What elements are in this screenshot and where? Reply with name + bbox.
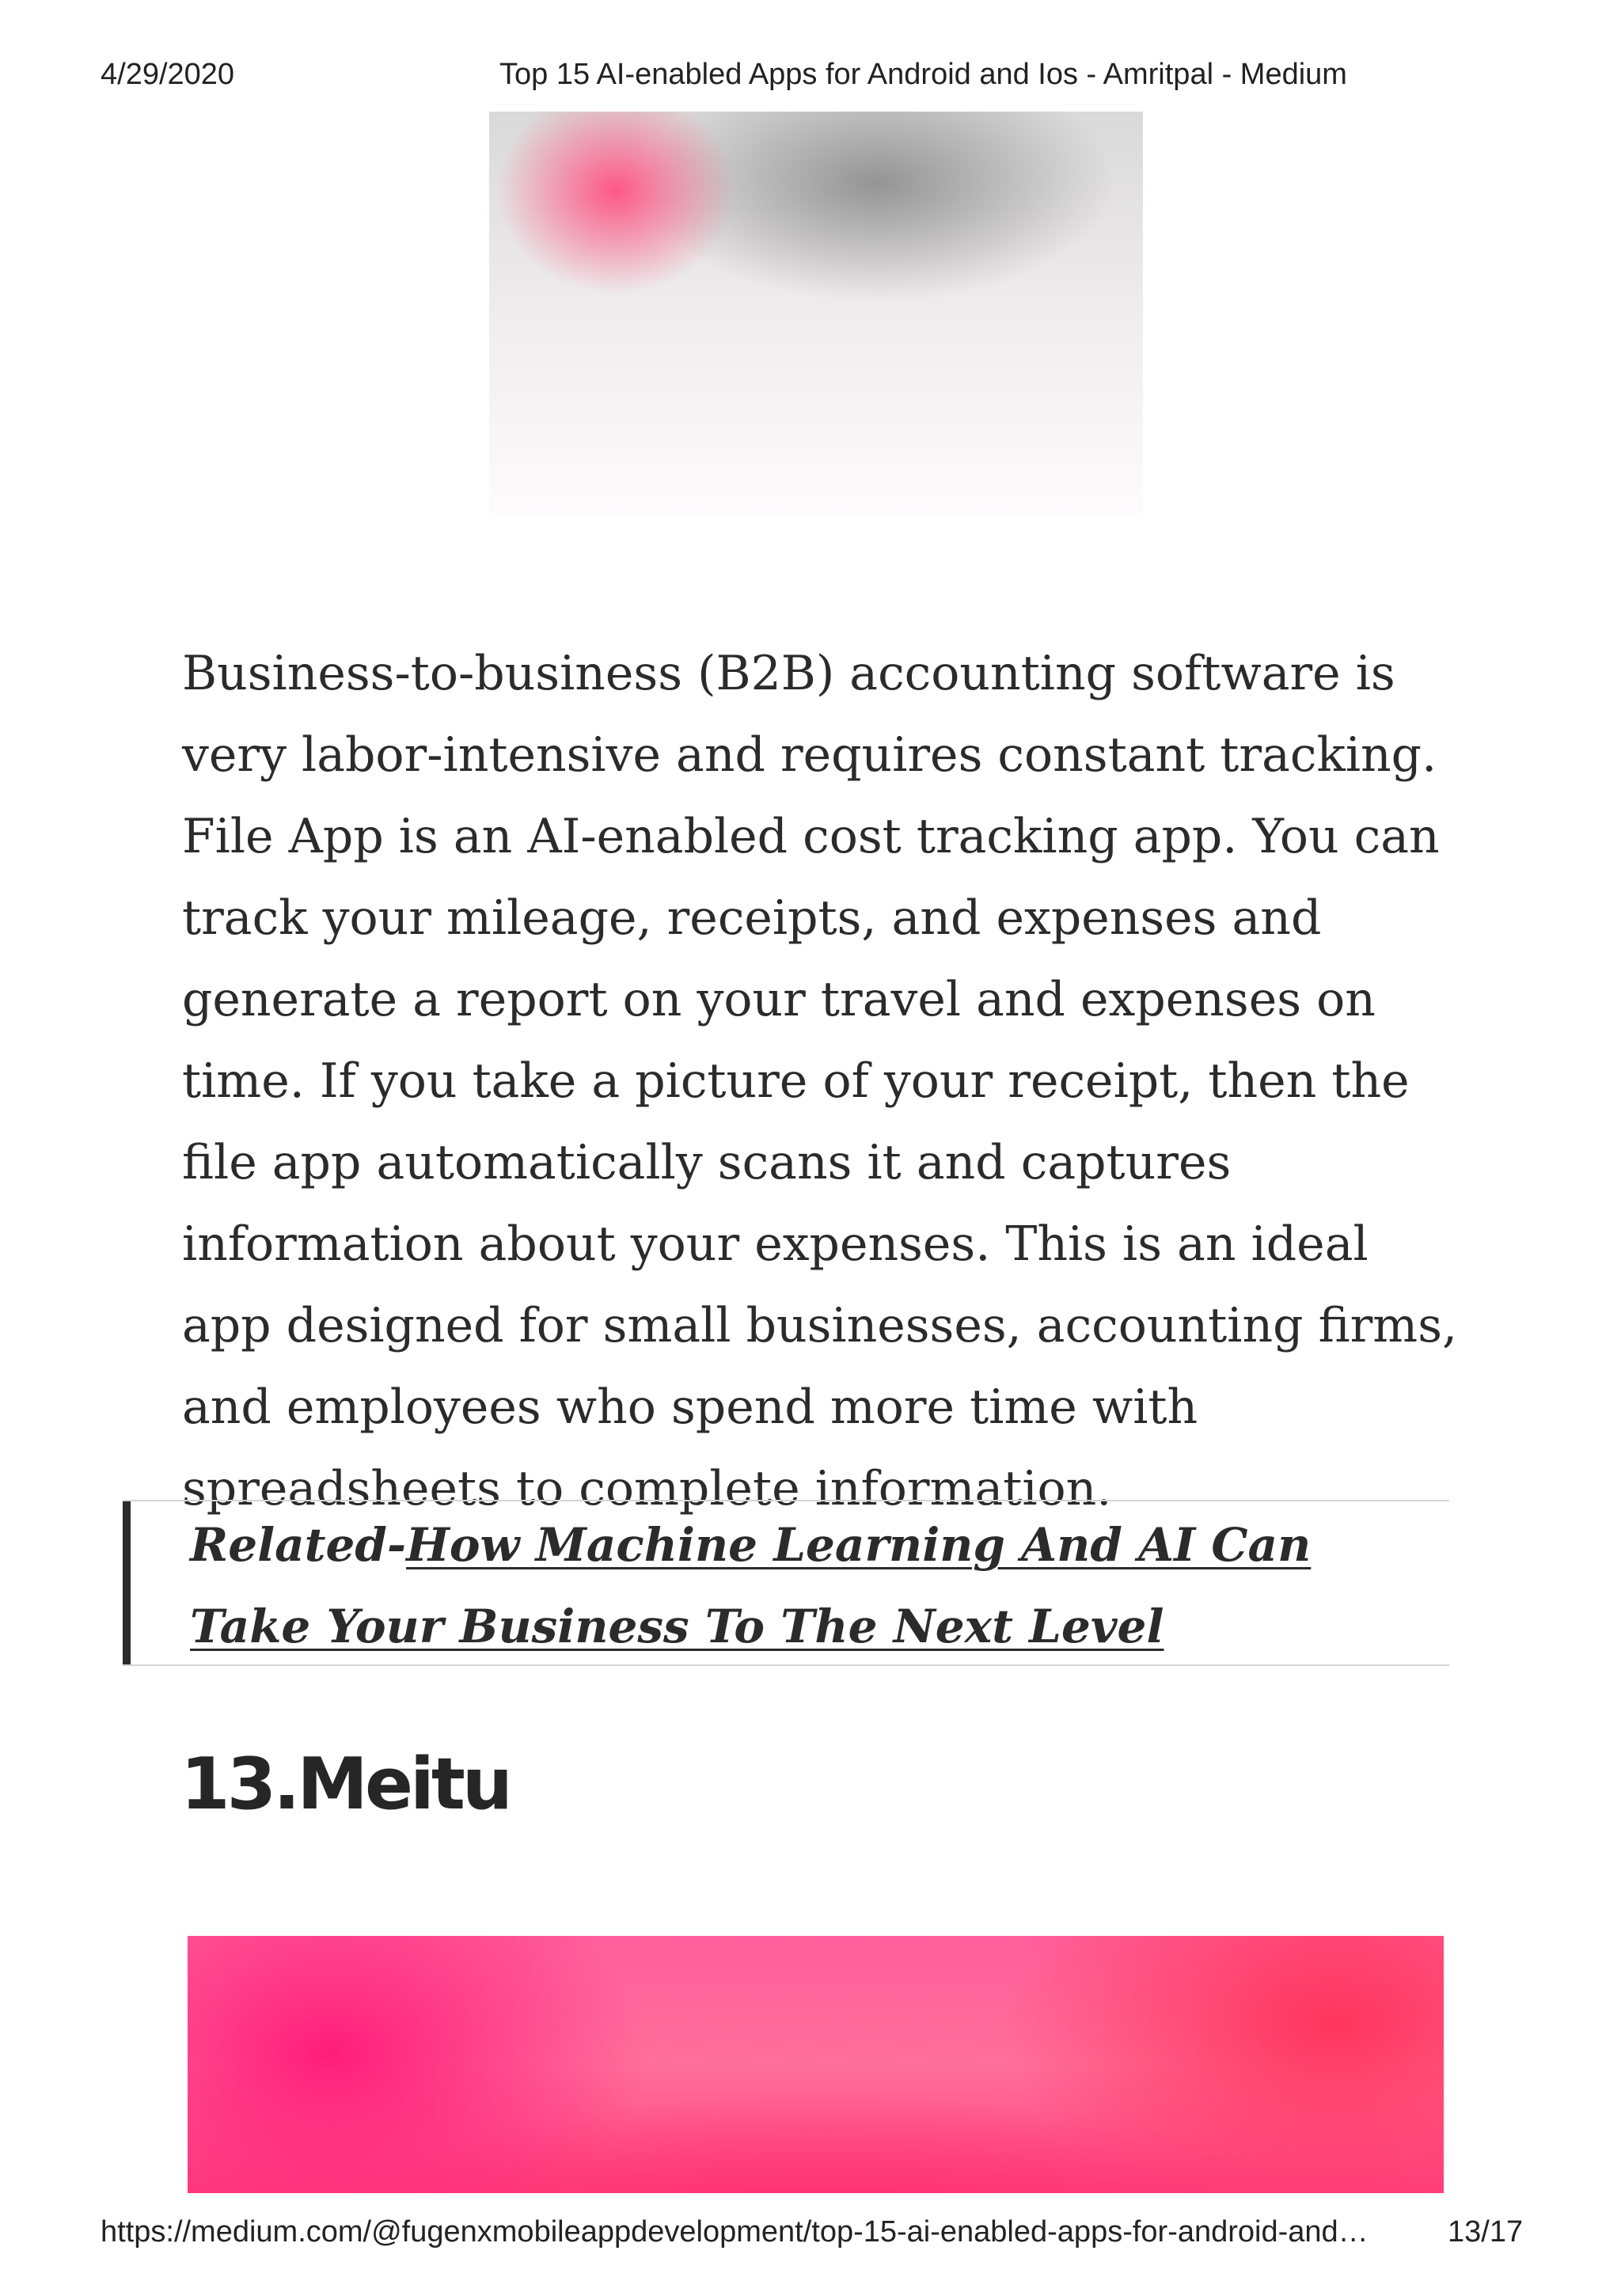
related-blockquote (123, 1500, 1449, 1666)
print-footer-url: https://medium.com/@fugenxmobileappdevelopment/top-15-ai-enabled-apps-for-android-and… (101, 2215, 1369, 2249)
related-text (190, 1505, 1441, 1668)
print-header-title: Top 15 AI-enabled Apps for Android and Ios - Amritpal - Medium (499, 58, 1347, 91)
quote-bar (123, 1501, 131, 1664)
article-paragraph: Business-to-business (B2B) accounting software is very labor-intensive and requires constant tracking. File App is an AI-enabled cost tracking app. You can track your mileage, receipts, and expenses and generate a report on your travel and expenses on time. If you take a picture of your receipt, then the file app automatically scans it and captures information about your expenses. This is an ideal app designed for small businesses, accounting firms, and employees who spend more time with spreadsheets to complete information. (182, 646, 1458, 1516)
related-link[interactable]: How Machine Learning And AI Can Take Your Business To The Next Level (190, 1518, 1312, 1653)
blurred-app-image (489, 112, 1143, 514)
print-footer-page-number: 13/17 (1448, 2215, 1524, 2249)
section-heading: 13.Meitu (180, 1743, 510, 1826)
print-header-date: 4/29/2020 (101, 58, 235, 91)
related-prefix: Related- (190, 1518, 407, 1572)
meitu-image (188, 1936, 1444, 2193)
